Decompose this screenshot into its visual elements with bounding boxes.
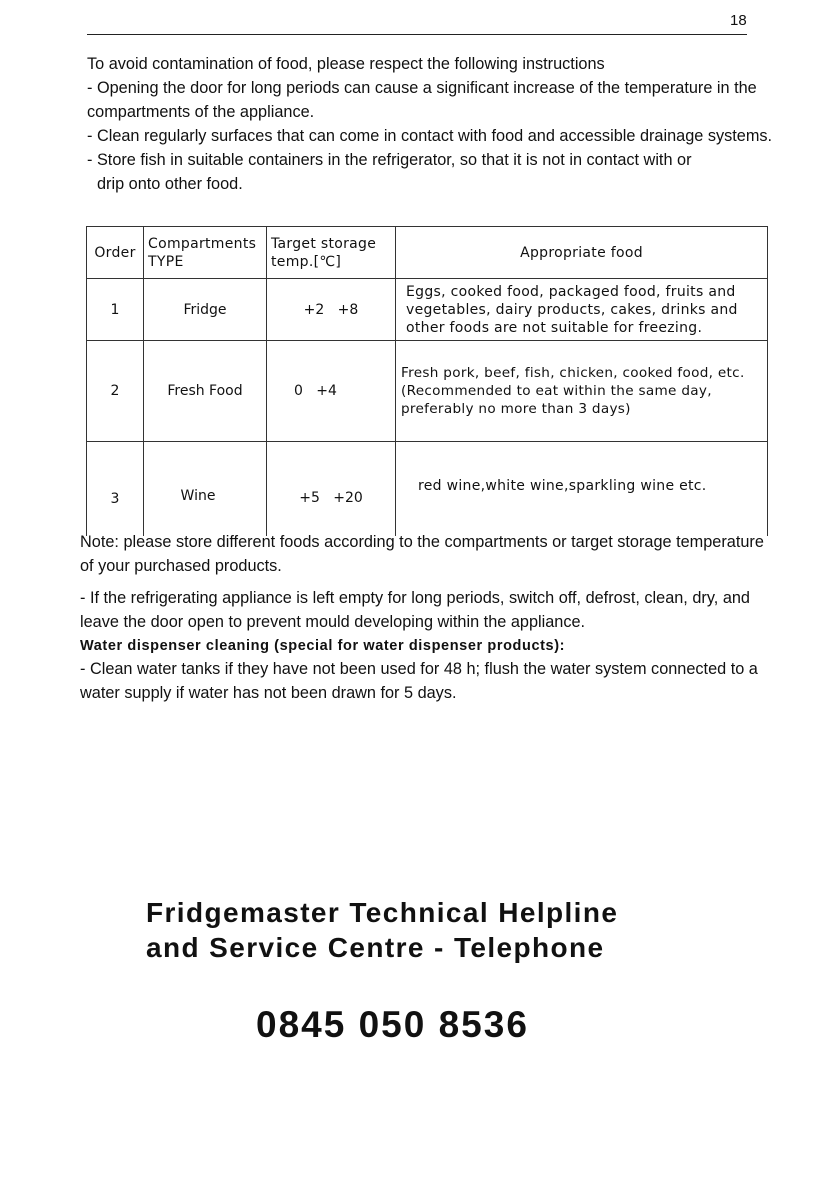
hygiene-instructions (87, 52, 777, 196)
row-food (396, 279, 768, 341)
instruction-fish-line2: drip onto other food. (97, 175, 243, 193)
header-compartments-line1: Compartments (148, 235, 257, 252)
storage-notes (80, 530, 780, 705)
storage-table (86, 226, 768, 536)
water-dispenser-text: - Clean water tanks if they have not been used for 48 h; flush the water system connected to a water supply if water has not been drawn for 5 days. (80, 660, 758, 702)
header-target-line2: temp.[℃] (271, 253, 342, 270)
row-food (396, 341, 768, 442)
header-food: Appropriate food (396, 227, 768, 279)
header-order: Order (87, 227, 144, 279)
page-number: 18 (730, 12, 747, 29)
helpline-phone-number: 0845 050 8536 (256, 1004, 529, 1045)
row-type: Fresh Food (144, 341, 267, 442)
table-row (87, 279, 768, 341)
water-dispenser-title: Water dispenser cleaning (special for water dispenser products): (80, 638, 566, 654)
food-line: Fresh pork, beef, fish, chicken, cooked food, etc. (401, 365, 745, 381)
table-row (87, 341, 768, 442)
row-order: 1 (87, 279, 144, 341)
header-target-line1: Target storage (271, 235, 377, 252)
row-temp: +5 +20 (267, 442, 396, 537)
food-line: other foods are not suitable for freezing. (406, 319, 703, 336)
row-type: Wine (144, 442, 267, 537)
helpline-line2: and Service Centre - Telephone (146, 932, 605, 963)
header-compartments (144, 227, 267, 279)
row-food (396, 442, 768, 537)
food-line: (Recommended to eat within the same day, (401, 383, 712, 399)
header-compartments-line2: TYPE (148, 253, 184, 270)
header-target-temp (267, 227, 396, 279)
instruction-fish-line1: - Store fish in suitable containers in the refrigerator, so that it is not in contact with or (87, 151, 692, 169)
food-line: vegetables, dairy products, cakes, drinks and (406, 301, 738, 318)
instruction-door: - Opening the door for long periods can cause a significant increase of the temperature in the compartments of the appliance. (87, 79, 757, 121)
table-row (87, 442, 768, 537)
row-temp: 0 +4 (267, 341, 396, 442)
header-rule (87, 34, 747, 35)
food-line: preferably no more than 3 days) (401, 401, 631, 417)
row-order: 2 (87, 341, 144, 442)
row-temp: +2 +8 (267, 279, 396, 341)
helpline-title (146, 895, 618, 965)
note-compartments: Note: please store different foods according to the compartments or target storage temperature of your purchased products. (80, 533, 764, 575)
food-line: red wine,white wine,sparkling wine etc. (418, 478, 707, 494)
row-type: Fridge (144, 279, 267, 341)
row-order: 3 (87, 442, 144, 537)
instructions-heading: To avoid contamination of food, please respect the following instructions (87, 55, 605, 73)
table-header-row (87, 227, 768, 279)
instruction-clean: - Clean regularly surfaces that can come in contact with food and accessible drainage systems. (87, 127, 773, 145)
helpline-line1: Fridgemaster Technical Helpline (146, 897, 619, 928)
food-line: Eggs, cooked food, packaged food, fruits and (406, 283, 736, 300)
note-empty-appliance: - If the refrigerating appliance is left empty for long periods, switch off, defrost, clean, dry, and leave the door open to prevent mould developing within the appliance. (80, 589, 750, 631)
